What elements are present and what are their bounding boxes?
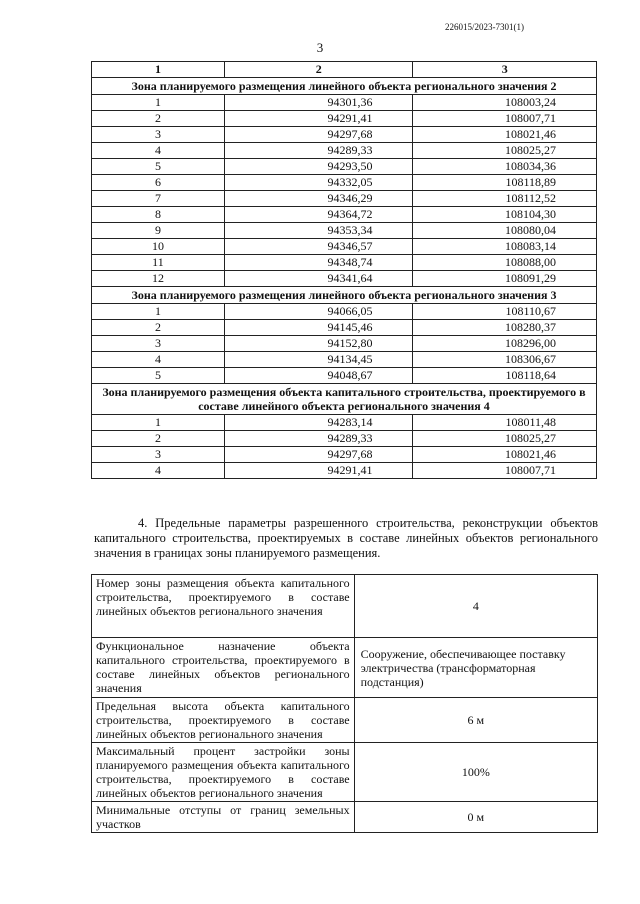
x-coordinate: 94152,80 [224,336,413,352]
x-coordinate: 94297,68 [224,127,413,143]
table-row [92,159,597,175]
y-coordinate: 108003,24 [413,95,597,111]
table-row [92,336,597,352]
y-coordinate: 108118,64 [413,368,597,384]
y-coordinate: 108025,27 [413,143,597,159]
x-coordinate: 94066,05 [224,304,413,320]
point-number: 3 [92,447,225,463]
table-row [92,431,597,447]
y-coordinate: 108080,04 [413,223,597,239]
y-coordinate: 108118,89 [413,175,597,191]
point-number: 11 [92,255,225,271]
parameter-value: 4 [354,575,597,638]
point-number: 5 [92,159,225,175]
point-number: 2 [92,320,225,336]
parameter-label: Максимальный процент застройки зоны планируемого размещения объекта капитального строительства, проектируемого в составе линейных объектов регионального значения [92,743,355,802]
point-number: 1 [92,304,225,320]
y-coordinate: 108011,48 [413,415,597,431]
point-number: 1 [92,95,225,111]
table-row [92,239,597,255]
table-row [92,320,597,336]
zone-title: Зона планируемого размещения линейного объекта регионального значения 2 [92,78,597,95]
y-coordinate: 108021,46 [413,447,597,463]
table-row [92,447,597,463]
x-coordinate: 94364,72 [224,207,413,223]
zone-title: Зона планируемого размещения объекта капитального строительства, проектируемого в составе линейного объекта регионального значения 4 [92,384,597,415]
parameter-row [92,638,598,698]
x-coordinate: 94283,14 [224,415,413,431]
y-coordinate: 108025,27 [413,431,597,447]
point-number: 12 [92,271,225,287]
x-coordinate: 94293,50 [224,159,413,175]
parameter-label: Номер зоны размещения объекта капитального строительства, проектируемого в составе линейных объектов регионального значения [92,575,355,638]
x-coordinate: 94346,29 [224,191,413,207]
parameter-value: Сооружение, обеспечивающее поставку электричества (трансформаторная подстанция) [354,638,597,698]
zone-title-row [92,287,597,304]
table-row [92,95,597,111]
table-row [92,191,597,207]
parameter-label: Предельная высота объекта капитального строительства, проектируемого в составе линейных объектов регионального значения [92,698,355,743]
x-coordinate: 94353,34 [224,223,413,239]
x-coordinate: 94291,41 [224,111,413,127]
table-row [92,368,597,384]
y-coordinate: 108088,00 [413,255,597,271]
y-coordinate: 108112,52 [413,191,597,207]
table-header-row [92,62,597,78]
x-coordinate: 94145,46 [224,320,413,336]
table-row [92,463,597,479]
y-coordinate: 108296,00 [413,336,597,352]
x-coordinate: 94289,33 [224,431,413,447]
table-row [92,271,597,287]
point-number: 10 [92,239,225,255]
x-coordinate: 94048,67 [224,368,413,384]
section-4-paragraph: 4. Предельные параметры разрешенного строительства, реконструкции объектов капитального строительства, проектируемых в составе линейных объектов регионального значения в границах зоны планируемого размещения. [94,516,598,560]
point-number: 3 [92,127,225,143]
y-coordinate: 108110,67 [413,304,597,320]
table-row [92,143,597,159]
parameter-row [92,802,598,833]
document-number: 226015/2023-7301(1) [445,22,524,32]
table-row [92,304,597,320]
table-row [92,127,597,143]
y-coordinate: 108007,71 [413,111,597,127]
x-coordinate: 94289,33 [224,143,413,159]
table-row [92,111,597,127]
zone-title: Зона планируемого размещения линейного объекта регионального значения 3 [92,287,597,304]
column-header: 3 [413,62,597,78]
y-coordinate: 108280,37 [413,320,597,336]
coordinates-table [91,61,597,479]
x-coordinate: 94341,64 [224,271,413,287]
y-coordinate: 108021,46 [413,127,597,143]
x-coordinate: 94332,05 [224,175,413,191]
table-row [92,175,597,191]
point-number: 9 [92,223,225,239]
point-number: 4 [92,143,225,159]
x-coordinate: 94297,68 [224,447,413,463]
zone-title-row [92,384,597,415]
column-header: 1 [92,62,225,78]
point-number: 2 [92,431,225,447]
y-coordinate: 108104,30 [413,207,597,223]
x-coordinate: 94348,74 [224,255,413,271]
point-number: 6 [92,175,225,191]
parameter-row [92,743,598,802]
table-row [92,207,597,223]
x-coordinate: 94301,36 [224,95,413,111]
x-coordinate: 94134,45 [224,352,413,368]
parameter-value: 100% [354,743,597,802]
y-coordinate: 108034,36 [413,159,597,175]
table-row [92,255,597,271]
point-number: 8 [92,207,225,223]
table-row [92,223,597,239]
y-coordinate: 108007,71 [413,463,597,479]
parameter-label: Функциональное назначение объекта капитального строительства, проектируемого в составе линейных объектов регионального значения [92,638,355,698]
point-number: 2 [92,111,225,127]
parameter-label: Минимальные отступы от границ земельных участков [92,802,355,833]
point-number: 7 [92,191,225,207]
point-number: 4 [92,463,225,479]
point-number: 5 [92,368,225,384]
table-row [92,352,597,368]
y-coordinate: 108306,67 [413,352,597,368]
x-coordinate: 94346,57 [224,239,413,255]
x-coordinate: 94291,41 [224,463,413,479]
parameters-table [91,574,598,833]
zone-title-row [92,78,597,95]
table-row [92,415,597,431]
column-header: 2 [224,62,413,78]
y-coordinate: 108083,14 [413,239,597,255]
point-number: 4 [92,352,225,368]
point-number: 3 [92,336,225,352]
y-coordinate: 108091,29 [413,271,597,287]
point-number: 1 [92,415,225,431]
parameter-row [92,575,598,638]
parameter-value: 6 м [354,698,597,743]
page-number: 3 [316,40,324,55]
parameter-row [92,698,598,743]
parameter-value: 0 м [354,802,597,833]
